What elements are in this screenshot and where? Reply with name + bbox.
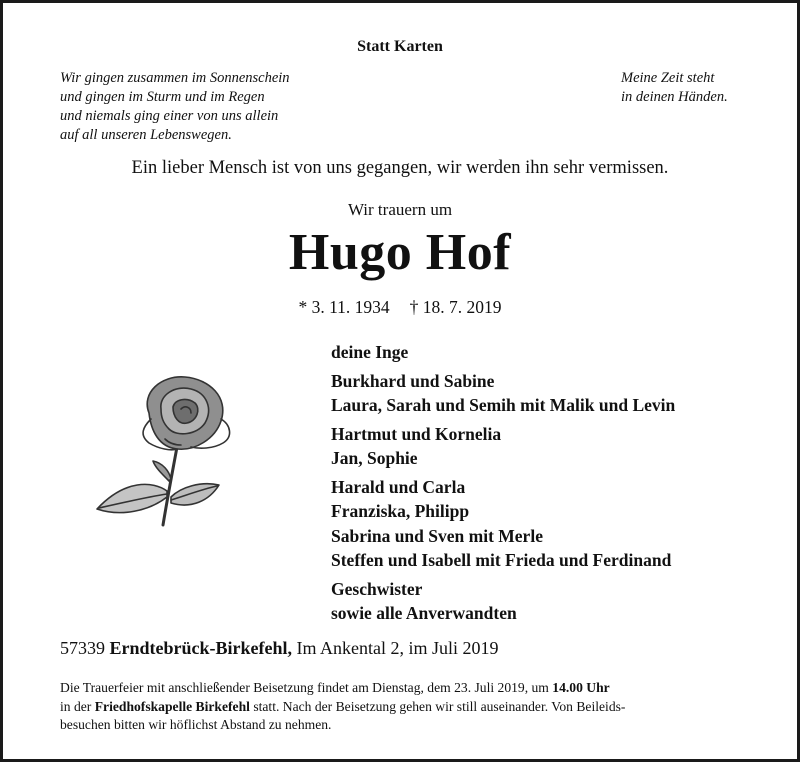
postcode: 57339 <box>60 638 105 658</box>
death-date: † 18. 7. 2019 <box>409 297 502 317</box>
poem-left-line: und gingen im Sturm und im Regen <box>60 89 265 105</box>
family-group <box>331 369 675 418</box>
poem-right-line: Meine Zeit steht <box>621 70 715 86</box>
town: Erndtebrück-Birkefehl, <box>109 638 292 658</box>
funeral-notice <box>60 679 750 735</box>
poem-right-line: in deinen Händen. <box>621 89 728 105</box>
poem-left-line: und niemals ging einer von uns allein <box>60 108 279 124</box>
poem-left-line: Wir gingen zusammen im Sonnenschein <box>60 70 290 86</box>
family-line: Sabrina und Sven mit Merle <box>331 525 543 546</box>
notice-text: Die Trauerfeier mit anschließender Beisetzung findet am Dienstag, dem 23. Juli 2019, um <box>60 680 553 695</box>
family-group <box>331 340 675 365</box>
family-line: Harald und Carla <box>331 476 466 497</box>
family-line: sowie alle Anverwandten <box>331 603 517 623</box>
poem-left <box>60 69 290 145</box>
mourn-line: Wir trauern um <box>347 200 453 219</box>
notice-time: 14.00 Uhr <box>552 680 610 695</box>
family-group <box>331 422 675 471</box>
family-line: Laura, Sarah und Semih mit Malik und Levin <box>331 395 676 415</box>
deceased-name: Hugo Hof <box>288 224 512 281</box>
notice-chapel: Friedhofskapelle Birkefehl <box>94 698 250 714</box>
family-group <box>331 475 675 573</box>
notice-text: statt. Nach der Beisetzung gehen wir still auseinander. Von Beileids- <box>249 698 626 714</box>
header-title: Statt Karten <box>357 38 443 55</box>
family-line: Franziska, Philipp <box>331 501 470 521</box>
poem-left-line: auf all unseren Lebenswegen. <box>60 127 232 143</box>
poem-right <box>621 69 728 107</box>
address-date: Im Ankental 2, im Juli 2019 <box>296 638 499 658</box>
family-line: Jan, Sophie <box>331 448 418 468</box>
place-date-line <box>60 638 499 659</box>
birth-date: * 3. 11. 1934 <box>298 297 390 317</box>
family-list <box>331 340 675 630</box>
family-line: Burkhard und Sabine <box>331 370 495 391</box>
notice-line-3: besuchen bitten wir höflichst Abstand zu nehmen. <box>60 717 332 732</box>
rose-icon <box>91 369 251 529</box>
family-group <box>331 577 675 626</box>
family-line: Steffen und Isabell mit Frieda und Ferdinand <box>331 550 672 570</box>
family-line: deine Inge <box>331 342 409 362</box>
family-line: Geschwister <box>331 578 423 599</box>
family-line: Hartmut und Kornelia <box>331 423 502 444</box>
notice-text: in der <box>60 698 95 714</box>
notice-line-2 <box>60 698 750 717</box>
life-dates <box>3 297 797 318</box>
notice-line-1 <box>60 679 750 698</box>
intro-text: Ein lieber Mensch ist von uns gegangen, wir werden ihn sehr vermissen. <box>131 158 669 178</box>
